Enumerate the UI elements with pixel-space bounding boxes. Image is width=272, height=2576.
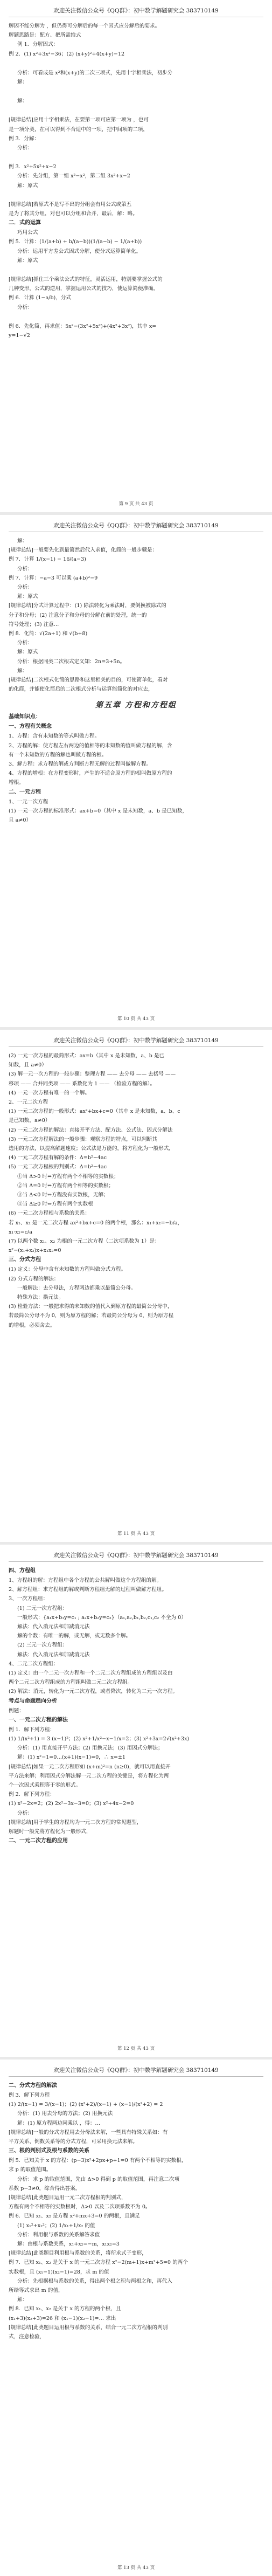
text-line: [规律总结]二次根式化简的思路和这里相关的目的，可使简单化，看对 [9, 677, 168, 684]
text-line: [规律总结]一般要先化到最简然后代入求值，化简的一般步骤是： [9, 547, 158, 554]
text-line: 分析： [17, 584, 33, 591]
text-line: (2) 三元一次方程组： [17, 1642, 68, 1649]
text-line: 解因不能分解为 ，但仍得可分解后的每一个因式应分解后的要求。 [9, 23, 161, 29]
page-header: 欢迎关注微信公众号《QQ群》：初中数学解题研究会 383710149 [9, 521, 263, 532]
text-line: 解：(1) x²−1=0…(x+1)(x−1)=0，∴ x=±1 [17, 1754, 126, 1761]
page-header: 欢迎关注微信公众号《QQ群》：初中数学解题研究会 383710149 [9, 1551, 263, 1562]
text-line: 一般形式：{a₁x+b₁y=c₁ ; a₂x+b₂y=c₂}（a₁,a₂,b₁,b₂,c₁,c₂ 不全为 0） [17, 1614, 186, 1621]
text-line: 1、方程：含有未知数的等式叫做方程。 [9, 733, 100, 740]
text-line: 例 6．计算 (1−a/b)，分式 [9, 295, 72, 301]
section-heading: 三、根的判别式及根与系数的关系 [9, 2148, 89, 2154]
text-line: (1) 2/(x−1) = 3/(x−1)；(2) (x²+2)/(x−1) + (x−1)/(x²+2) = 2 [9, 2102, 163, 2108]
section-heading: 二、分式方程的解法 [9, 2083, 57, 2089]
text-line: 2、一元二次方程 [9, 1099, 48, 1106]
text-line: [规律总结]此类题目利用根与系数的关系，将所求式子变形， [9, 2250, 147, 2257]
text-line: (1) 定义：由一个二元一次方程和一个二元二次方程组成的方程组以及由 [9, 1670, 173, 1677]
text-line: 2、解方程组：求方程组的解或判断方程组无解的过程叫做解方程组。 [9, 1587, 167, 1593]
text-line: 是一项分类，在可以得到不合适中的一项，把中间项的二项， [9, 126, 149, 133]
text-line: y=1−√2 [9, 333, 30, 339]
page-header: 欢迎关注微信公众号《QQ群》：初中数学解题研究会 383710149 [9, 2066, 263, 2077]
text-line: 1、一元一次方程 [9, 798, 48, 805]
text-line: 例 6．已知 x₁、x₂ 是方程 x²+mx+3=0 的两根，且满足 [9, 2213, 140, 2220]
section-heading: 基础知识点： [9, 714, 41, 720]
text-line: (1) 定义：分母中含有未知数的方程叫做分式方程。 [9, 1266, 127, 1273]
text-line: 解： [17, 538, 28, 544]
text-line: 解题思路是：配方、把所需给式 [9, 32, 81, 39]
text-line: 解题时一般先将方程化为一般形式， [9, 1829, 92, 1835]
page-footer: 第 10 页 共 43 页 [117, 1016, 155, 1022]
text-line: 例 5．已知关于 x 的方程：(p−3)x²+2px+p+1=0 有两个不相等的实数根， [9, 2158, 187, 2164]
text-line: 求 p 的取值范围。 [9, 2167, 52, 2173]
section-heading: 二、一元二次方程的应用 [9, 1838, 68, 1844]
text-line: (2) 解法：消元，转化为一元二次方程，或者降次，转化为二元一次方程。 [9, 1689, 178, 1695]
text-line: 平方法来解；利用因式分解法解一元二次方程的关键是，将方程化为两 [9, 1773, 169, 1779]
text-line: [规律总结]此类题目运用根与系数的关系，结合一元二次方程根的判别 [9, 2324, 168, 2331]
text-line: 分析：运用平方差公式因式分解，使分式运算简单化。 [17, 248, 142, 254]
page-header: 欢迎关注微信公众号《QQ群》：初中数学解题研究会 383710149 [9, 1036, 263, 1047]
text-line: 解： [17, 79, 28, 86]
text-line: 解法：代入消元法和加减消元法 [17, 1624, 90, 1630]
text-line: 4、二元二次方程组： [9, 1661, 59, 1667]
text-line: 分析： [17, 304, 33, 311]
text-line: (2) 一元二次方程的解法：直接开平方法、配方法、公式法、因式分解法 [9, 1127, 173, 1133]
text-line: 式，注意检验， [9, 2334, 45, 2340]
document-page-4 [0, 1545, 272, 2057]
text-line: 分析：先根据根与系数的关系，得出两个根之积与两根之和，再代入 [17, 2278, 172, 2284]
text-line: 特殊方法：换元法。 [17, 1294, 64, 1301]
section-heading: 一、一元二次方程的解法 [9, 1717, 68, 1723]
text-line: 的增根，必须舍去。 [9, 1322, 55, 1328]
text-line: (7) 以两个数 x₁、x₂ 为根的一元二次方程（二次项系数为 1）是： [9, 1238, 160, 1245]
text-line: 方程有两个不相等的实数根时，Δ>0 以及二次项系数不为 0。 [9, 2204, 151, 2210]
text-line: 例 6．先化简，再求值：5x²−(3x²+5x²)+(4x²+3x²)，其中 x= [9, 323, 157, 329]
text-line: 1、方程组的解：方程组中各个方程的公共解叫做这个方程组的解。 [9, 1578, 162, 1583]
section-heading: 一、方程有关概念 [9, 724, 52, 730]
text-line: 分析：(1) 用去分母的方法；(2) 用换元法 [17, 2111, 113, 2117]
text-line: (3) 检验方法：一般把求得的未知数的值代入到原方程的最简公分母中， [9, 1304, 173, 1310]
text-line: 若最简公分母不为 0，则为原方程的解；若最简公分母为 0，则为原方程 [9, 1313, 174, 1319]
text-line: 解：原式 [17, 594, 38, 600]
text-line: 选用的方法，以提高解题速度；公式法是万能的，将方程化为一般形式， [9, 1146, 174, 1152]
text-line: ②当 Δ=0 时⇔方程有两个相等的实数根； [17, 1182, 114, 1189]
text-line: 实数根，且 (x₁−1)(x₂−1)=28，求 m 的值 [9, 2269, 109, 2275]
text-line: 且 a≠0） [9, 817, 32, 824]
document-page-5 [0, 2060, 272, 2576]
text-line: (4) 一元二次方程有解的条件：Δ=b²−4ac [9, 1155, 107, 1161]
text-line: 若 x₁、x₂ 是一元二次方程 ax²+bx+c=0 的两个根，那么：x₁+x₂=−b/a， [9, 1220, 183, 1226]
text-line: 解： [17, 98, 28, 105]
text-line: 有一个未知数的方程的解也叫做方程的根。 [9, 752, 107, 758]
text-line: 分析：根据同类二次根式定义知：2n=3+5n。 [17, 658, 125, 665]
text-line: 移项 —— 合并同类项 —— 系数化为 1 —— （检验方程的解）。 [9, 1080, 156, 1087]
text-line: 平方关系、倒数关系等的分式方程，可采用换元法来解。 [9, 2139, 138, 2145]
text-line: (4) 一元一次方程有唯一的一个解。 [9, 1090, 90, 1096]
text-line: 分析： [17, 566, 33, 572]
text-line: 是已知数，a≠0） [9, 1118, 51, 1124]
text-line: 两个二元二次方程组成的方程组叫做二元二次方程组。 [9, 1679, 133, 1686]
text-line: 解： [17, 667, 28, 674]
text-line: [规律总结]一般的分式方程用去分母法来解，一些具有特殊关系如：有 [9, 2129, 168, 2136]
text-line: (1) 二元一次方程组： [17, 1605, 68, 1611]
text-line: 解：原式 [17, 257, 38, 264]
text-line: 分析：求 p 的取值范围，先由 Δ>0 得到 p 的取值范围，再注意二次项 [17, 2176, 180, 2182]
text-line: [规律总结]此类题目运用一元二次方程根的判别式， [9, 2195, 127, 2201]
text-line: 分析：先分组，第一组 x²−x²，第二组 3x²+x−2 [17, 173, 130, 180]
text-line: [规律总结]应用十字相乘法，在要第一项可应第一项为 ，也可 [9, 117, 149, 123]
document-page-1 [0, 0, 272, 512]
text-line: (1) 1/(x²+1) = 3 (x−1)²；(2) x²+1/x²−x−1/x=2；(3) x²+3x=2√(x²+3x) [9, 1736, 190, 1742]
text-line: 分析：可看成是 x²和(x+y)的二次三项式，先用十字相乘法，初步分 [17, 70, 173, 76]
text-line: 解：(1) 原方程两边同乘以 ，得：… [17, 2120, 101, 2126]
text-line: 例 5．计算：(1/(a+b) + b/(a−b))(1/(a−b) − 1/(a+b)) [9, 239, 142, 245]
section-heading: 二、一元方程 [9, 789, 41, 795]
text-line: 例 1．分解因式： [17, 42, 59, 48]
text-line: 3、一次方程组： [9, 1596, 48, 1602]
text-line: (x₁+3)(x₂+3)=26 和 (x₁−1)(x₂−1)=… 求出 [9, 2315, 116, 2322]
text-line: (1) x²−2x=2；(2) 2x²−3x−3=0；(3) x²+4x−2=0 [9, 1801, 134, 1807]
page-footer: 第 11 页 共 43 页 [117, 1531, 155, 1537]
text-line: (6) 一元二次方程根与系数的关系： [9, 1210, 90, 1217]
text-line: 所给等式求出 m 的值， [9, 2288, 64, 2294]
text-line: 个一次因式乘积等于零的形式。 [9, 1782, 81, 1789]
chapter-title: 第五章 方程和方程组 [95, 701, 177, 710]
text-line: 分析： [17, 640, 33, 646]
text-line: [规律总结]抓住三个乘法公式的特征，灵活运用，特别要掌握公式的 [9, 277, 163, 283]
text-line: 巧用公式 [17, 230, 38, 236]
text-line: [规律总结]用于学生的方程均为一元二次方程的常见题型， [9, 1819, 142, 1826]
text-line: (5) 一元二次方程根的判别式：Δ=b²−4ac [9, 1164, 107, 1170]
page-header: 欢迎关注微信公众号《QQ群》：初中数学解题研究会 383710149 [9, 6, 263, 17]
text-line: 的化简，并能使化简后的二次根式分析与运算能简化的对应去， [9, 686, 154, 693]
text-line: (3) 一元二次方程解法的一般步骤：观察方程的特点，可以判断其 [9, 1136, 157, 1142]
text-line: 例 1．解下列方程： [9, 1726, 55, 1733]
text-line: ④当 Δ≥0 时⇔方程有两个实数根 [17, 1201, 93, 1208]
text-line: 解法：代入消元法和加减消元法 [17, 1651, 90, 1658]
page-footer: 第 9 页 共 43 页 [118, 501, 154, 507]
text-line: 例 8．化简：√(2a+1) 和 √(b+8) [9, 631, 88, 637]
text-line: 4、方程的增根：在方程变形时，产生的不适合原方程的根叫做原方程的 [9, 770, 172, 777]
text-line: 符号处理；(3) 注意… [9, 621, 59, 628]
text-line: 例 3．解下列方程 [9, 2092, 50, 2098]
text-line: 分析： [17, 1810, 33, 1816]
text-line: [规律总结]如果一元二次方程形如 (x+m)²=n (n≥0)，就可以用直接开 [9, 1764, 171, 1770]
text-line: (2) 分式方程的解法： [9, 1276, 59, 1282]
text-line: (3) 解一元一次方程的一般步骤：整理方程 —— 去分母 —— 去括号 —— [9, 1071, 176, 1078]
text-line: (2) 一元一次方程的最简形式：ax=b（其中 x 是未知数，a、b 是已 [9, 1053, 165, 1059]
text-line: 解：由根与系数关系，x₁+x₂=−m，x₁x₂=3 [17, 2241, 120, 2248]
text-line: 例 2．(1) x²+3x²−36；(2) (x+y)²+4(x+y)−12 [9, 51, 125, 57]
text-line: (1) 一元一次方程的标准形式：ax+b=0（其中 x 是未知数，a、b 是已知数， [9, 808, 187, 814]
text-line: 例 7．计算：−a−3 可以乘 (a+b)²−9 [9, 575, 98, 581]
text-line: 例 2．解下列方程： [9, 1792, 55, 1798]
document-page-2 [0, 515, 272, 1027]
text-line: 是为了将其分组，对也可以分组和合并，最后，解：略。 [9, 211, 138, 217]
text-line: 3、解方程：求方程的解或方判断方程无解的过程叫做解方程。 [9, 761, 152, 768]
document-page-3 [0, 1030, 272, 1542]
text-line: (1) 一元二次方程的一般形式：ax²+bx+c=0（其中 x 是未知数，a、b、c [9, 1108, 180, 1115]
text-line: 系数 p−3≠0，综合得出答案。 [9, 2185, 81, 2192]
page-footer: 第 13 页 共 43 页 [117, 2565, 155, 2571]
text-line: 增根。 [9, 780, 24, 786]
text-line: 例题： [9, 1707, 24, 1714]
text-line: 解：原式 [17, 182, 38, 189]
section-heading: 二．式的运算 [9, 220, 41, 226]
section-heading: 四、方程组 [9, 1568, 36, 1574]
section-heading: 考点与命题趋向分析 [9, 1698, 57, 1704]
text-line: 解： [17, 2297, 28, 2303]
text-line: 例 8．已知 x₁、x₂ 是关于 x 的方程的两个根，且 [9, 2306, 121, 2312]
text-line: [规律总结]若原式不是写不出的分组会有用公式或第五 [9, 201, 132, 208]
page-footer: 第 12 页 共 43 页 [117, 2046, 155, 2051]
text-line: 一般解法：去分母法，方程两边都乘以最简公分母。 [17, 1285, 136, 1291]
text-line: 分析： [17, 145, 33, 151]
text-line: ①当 Δ>0 时⇔方程有两个不相等的实数根； [17, 1173, 119, 1180]
text-line: 例 7．已知 x₁、x₂ 是关于 x 的一元二次方程 x²−2(m+1)x+m²+5=0 的两个 [9, 2260, 188, 2266]
text-line: 解：原式 [17, 649, 38, 656]
section-heading: 三、分式方程 [9, 1257, 41, 1263]
text-line: x₁·x₂=c/a [9, 1229, 32, 1235]
text-line: 分子和分母；(2) 注意分子和分母的分解在前的处理，统一的 [9, 612, 147, 618]
text-line: 2、方程的解：使方程左右两边的值相等的未知数的值叫做方程的解，含 [9, 742, 172, 749]
text-line: 几种变形，公式的逆用，掌握运用公式的技巧，使运算简便准确。 [9, 286, 159, 292]
text-line: [规律总结]分式计算过程中：(1) 除法转化为乘法时，要倒换被除式的 [9, 603, 166, 609]
text-line: 例 3．分解： [9, 135, 40, 142]
text-line: 分析：(1) 用直接开平方法；(2) 用换元法；(3) 用因式分解法； [17, 1745, 163, 1752]
text-line: 例 3．x²+5x²+x−2 [9, 164, 57, 170]
text-line: ③当 Δ<0 时⇔方程没有实数根，无解； [17, 1192, 109, 1199]
text-line: 知数，且 a≠0） [9, 1062, 47, 1069]
text-line: 解的个数：有唯一的解，或无解，或无数多个解。 [17, 1633, 131, 1640]
text-line: (1) x₁²+x₂²；(2) 1/x₁+1/x₂ 的值 [17, 2222, 95, 2229]
text-line: x²−(x₁+x₂)x+x₁x₂=0 [9, 1248, 61, 1254]
text-line: 例 7．计算 1/(x−1) − 16/(a−3) [9, 556, 86, 563]
text-line: 分析：利用根与系数的关系解答求值 [17, 2231, 100, 2238]
